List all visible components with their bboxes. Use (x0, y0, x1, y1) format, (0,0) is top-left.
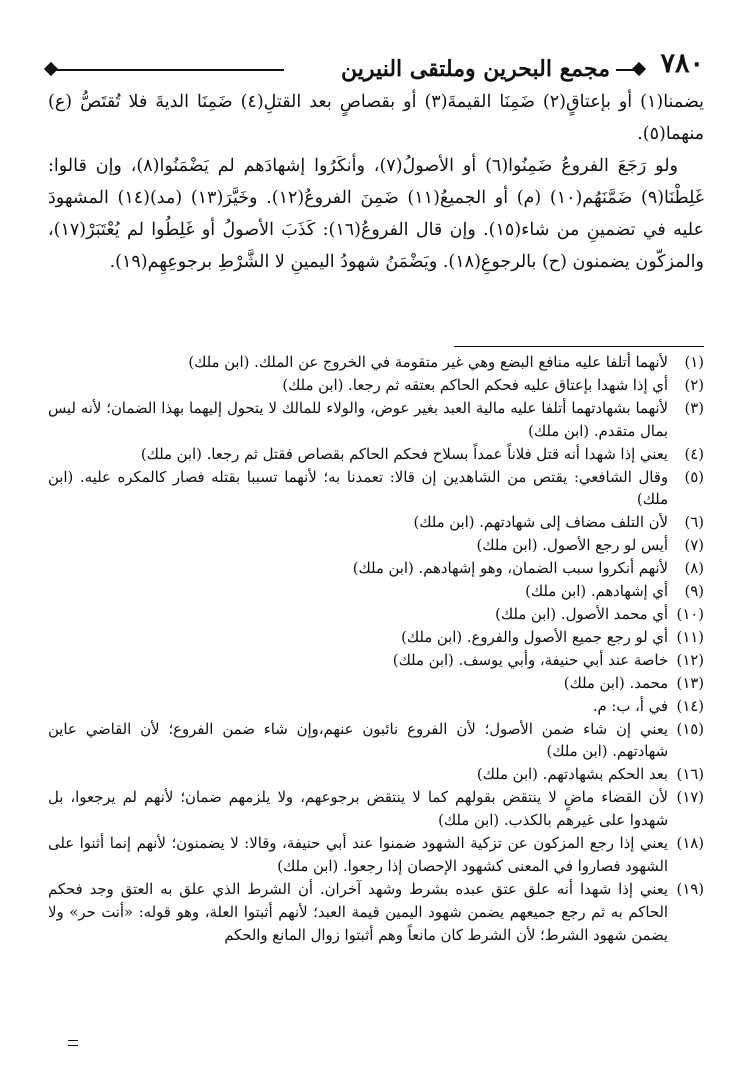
footnote-number: (١٤) (676, 697, 704, 715)
footnote-text: لأن القضاء ماضٍ لا ينتقض بقولهم كما لا ينتقض برجوعهم، ولا يلزمهم ضمان؛ لأنهم لم يرجعوا، بل شهدوا على غيرهم بالكذب. (ابن ملك) (48, 789, 668, 830)
footnote-text: أي إشهادهم. (ابن ملك) (525, 583, 668, 601)
page-number: ٧٨٠ (660, 48, 704, 79)
footnote-number: (٦) (684, 514, 704, 532)
running-title: مجمع البحرين وملتقى النيرين (341, 56, 610, 82)
footnote-number: (١٣) (676, 674, 704, 692)
footnote (48, 879, 704, 948)
footnote-number: (١١) (676, 628, 704, 646)
continuation-mark-icon (68, 1040, 78, 1046)
footnote-number: (١٦) (676, 766, 704, 784)
footnote (48, 558, 704, 581)
footnote (48, 581, 704, 604)
footnote-number: (١) (684, 354, 704, 371)
header-rule-left (56, 69, 284, 71)
footnote-number: (٩) (684, 583, 704, 601)
footnote (48, 696, 704, 719)
diamond-ornament-icon (632, 62, 646, 76)
main-paragraph: يضمنا(١) أو بإعتاقٍ(٢) ضَمِنَا القيمةَ(٣) أو بقصاصٍ بعد القتلِ(٤) ضَمِنَا الديةَ فلا تُقتَصُّ (ع) منهما(٥). (48, 92, 704, 144)
footnotes-list (48, 352, 704, 948)
footnote (48, 352, 704, 375)
main-paragraph: ولو رَجَعَ الفروعُ ضَمِنُوا(٦) أو الأصولُ(٧)، وأنكَرُوا إشهادَهم لم يَضْمَنُوا(٨)، وإن قالوا: غَلِطْنَا(٩) ضَمَّنَهُم(١٠) (م) أو الجميعُ(١١) ضَمِنَ الفروعُ(١٢). وخَيَّرَ(١٣) (مد)(١٤) المشهودَ عليه في تضمينِ من شاء(١٥). وإن قال الفروعُ(١٦): كَذَبَ الأصولُ أو غَلِطُوا لم يُعْتَبَرْ(١٧)، والمزكّون يضمنون (ح) بالرجوعِ(١٨). ويَضْمَنُ شهودُ اليمينِ لا الشَّرْطِ برجوعِهِم(١٩). (48, 156, 705, 272)
footnote-number: (٥) (684, 468, 704, 486)
footnote (48, 650, 704, 673)
page-header (30, 44, 704, 88)
footnote (48, 444, 704, 467)
footnote-number: (٤) (684, 445, 704, 463)
footnote-text: لأنهم أنكروا سبب الضمان، وهو إشهادهم. (ابن ملك) (352, 560, 668, 578)
footnote-text: أي إذا شهدا بإعتاق عليه فحكم الحاكم بعتقه ثم رجعا. (ابن ملك) (282, 376, 668, 394)
diamond-ornament-icon (44, 62, 58, 76)
footnote (48, 512, 704, 535)
main-text (48, 86, 704, 278)
footnote-text: خاصة عند أبي حنيفة، وأبي يوسف. (ابن ملك) (392, 651, 668, 669)
footnote (48, 375, 704, 398)
footnote (48, 398, 704, 444)
footnote-number: (١٥) (676, 720, 704, 738)
footnote-text: بعد الحكم بشهادتهم. (ابن ملك) (476, 766, 668, 784)
footnote (48, 673, 704, 696)
footnote-text: يعني إذا رجع المزكون عن تزكية الشهود ضمنوا عند أبي حنيفة، وقالا: لا يضمنون؛ لأنهم إنما أثنوا على الشهود فصاروا في المعنى كشهود الإحصان إذا رجعوا. (ابن ملك) (48, 835, 668, 875)
footnote (48, 833, 704, 879)
footnote-text: يعني إذا شهدا أنه علق عتق عبده بشرط وشهد آخران. أن الشرط الذي علق به العتق وجد فحكم الحاكم به ثم رجع جميعهم يضمن شهود اليمين قيمة العبد؛ لأنهم أثبتوا العلة، وهو قوله: «أنت حر» ولا يضمن شهود الشرط؛ لأن الشرط كان مانعاً وهم أثبتوا زوال المانع والحكم (48, 880, 668, 944)
footnote (48, 764, 704, 787)
footnote (48, 535, 704, 558)
footnote-number: (٨) (684, 560, 704, 578)
footnote-divider (454, 346, 704, 347)
footnote-number: (١٧) (676, 789, 704, 807)
footnote-text: لأنهما أتلفا عليه منافع البضع وهي غير متقومة في الخروج عن الملك. (ابن ملك) (188, 354, 668, 371)
footnote-text: لأن التلف مضاف إلى شهادتهم. (ابن ملك) (413, 514, 668, 532)
footnote-number: (١٢) (676, 651, 704, 669)
footnote-number: (١٨) (676, 835, 704, 853)
footnote-text: يعني إذا شهدا أنه قتل فلاناً عمداً بسلاح فحكم الحاكم بقصاص فقتل ثم رجعا. (ابن ملك) (140, 445, 668, 463)
footnote (48, 604, 704, 627)
footnote (48, 787, 704, 833)
footnote-text: في أ، ب: م. (592, 697, 668, 715)
footnote-text: محمد. (ابن ملك) (563, 674, 668, 692)
footnote-text: أيس لو رجع الأصول. (ابن ملك) (476, 537, 668, 555)
footnote (48, 719, 704, 765)
footnote (48, 627, 704, 650)
footnote-number: (١٠) (676, 605, 704, 623)
footnote-number: (١٩) (676, 880, 704, 898)
footnote (48, 467, 704, 513)
footnote-text: أي محمد الأصول. (ابن ملك) (495, 605, 668, 623)
footnote-number: (٣) (684, 399, 704, 417)
footnote-text: أي لو رجع جميع الأصول والفروع. (ابن ملك) (401, 628, 668, 646)
footnote-text: لأنهما بشهادتهما أتلفا عليه مالية العبد بغير عوض، والولاء للمالك لا يتحول إليهما بهذا الضمان؛ لأنه ليس بمال متقدم. (ابن ملك) (48, 399, 668, 440)
footnote-number: (٧) (684, 537, 704, 555)
footnote-text: وقال الشافعي: يقتص من الشاهدين إن قالا: تعمدنا به؛ لأنهما تسببا بقتله فصار كالمكره عليه. (ابن ملك) (48, 468, 668, 509)
footnote-text: يعني إن شاء ضمن الأصول؛ لأن الفروع نائبون عنهم،وإن شاء ضمن الفروع؛ لأن القاضي عاين شهادتهم. (ابن ملك) (48, 720, 668, 761)
footnote-number: (٢) (684, 376, 704, 394)
